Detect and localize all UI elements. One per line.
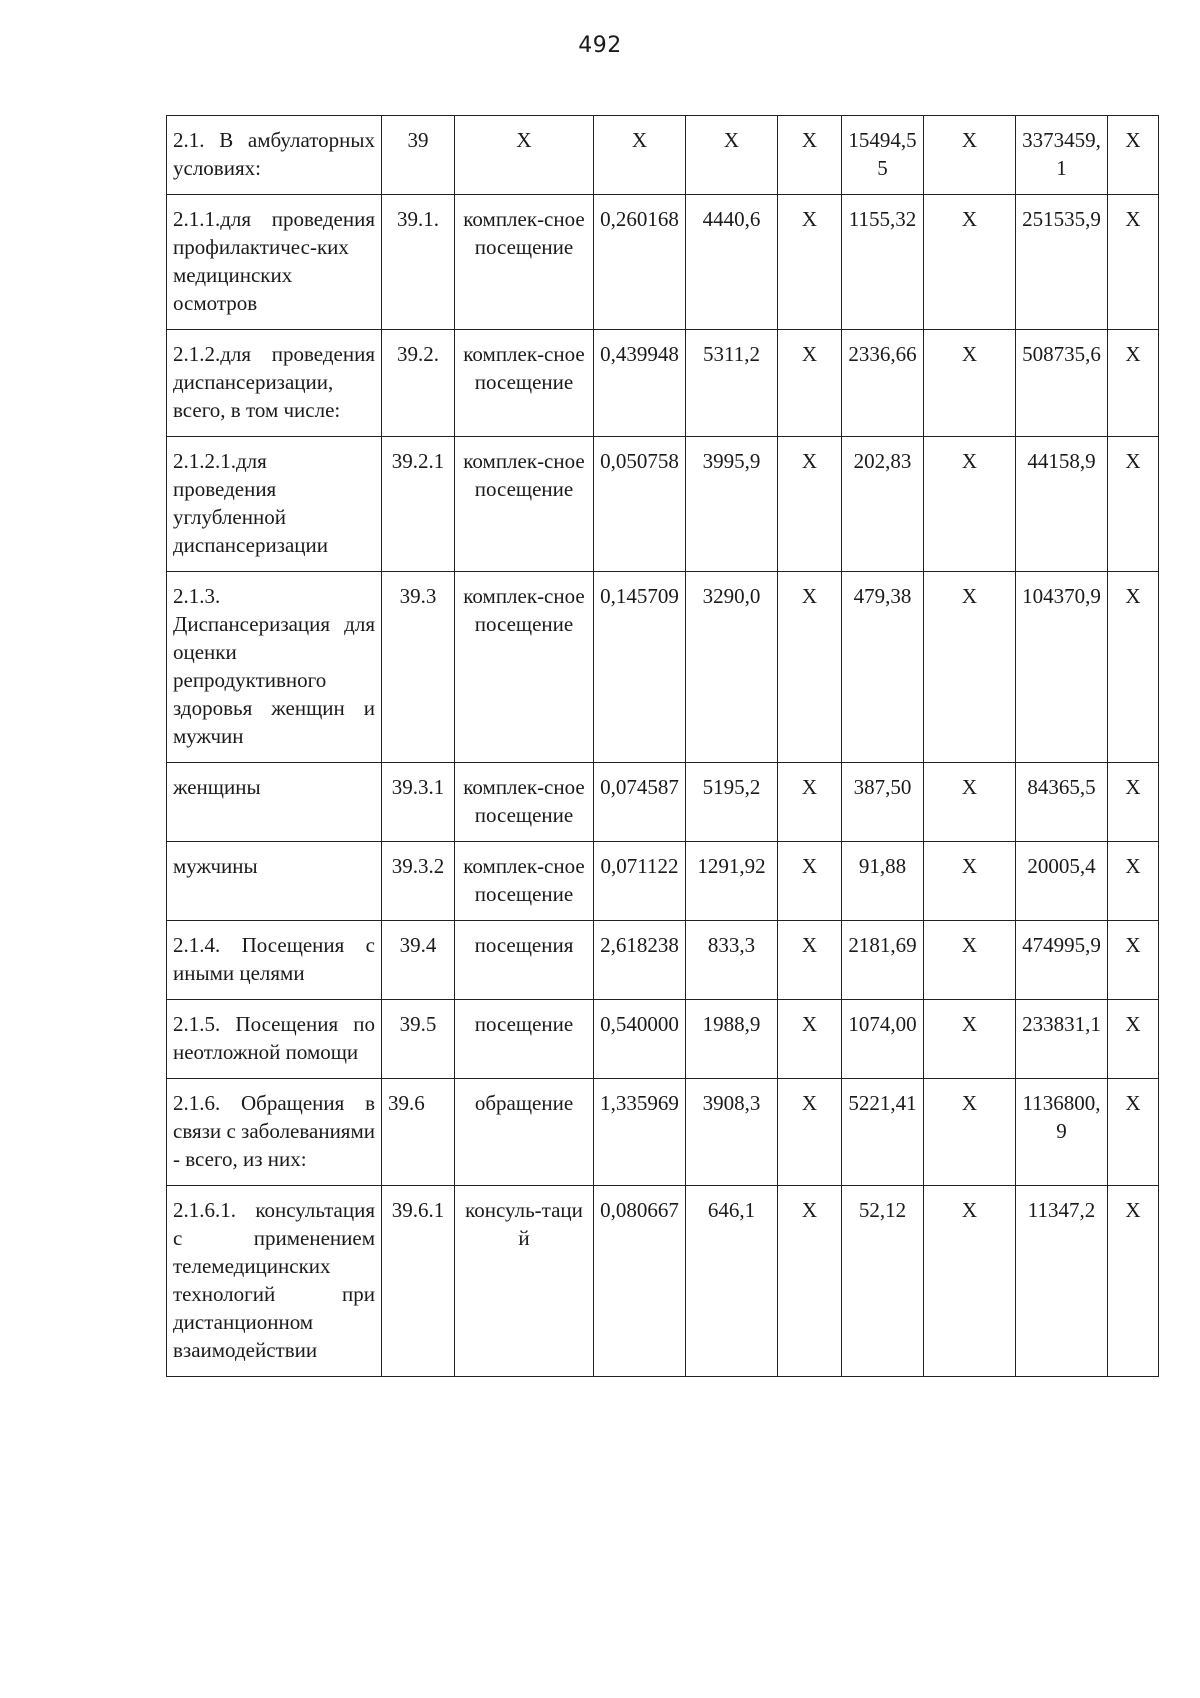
row-value-cell: 4440,6 <box>686 195 778 330</box>
table-row <box>167 437 1159 572</box>
row-value-cell: 5311,2 <box>686 330 778 437</box>
table-row <box>167 842 1159 921</box>
row-value-cell: Х <box>778 763 842 842</box>
row-unit-cell: комплек-сное посещение <box>455 195 594 330</box>
table-row <box>167 330 1159 437</box>
row-value-cell: Х <box>924 842 1016 921</box>
table-body <box>167 116 1159 1377</box>
table-row <box>167 195 1159 330</box>
row-name-cell: 2.1.4. Посещения с иными целями <box>167 921 382 1000</box>
row-value-cell: 2,618238 <box>594 921 686 1000</box>
row-value-cell: 15494,55 <box>842 116 924 195</box>
row-value-cell: 5221,41 <box>842 1079 924 1186</box>
row-unit-cell: комплек-сное посещение <box>455 842 594 921</box>
row-value-cell: Х <box>1108 437 1159 572</box>
row-unit-cell: консуль-таций <box>455 1186 594 1377</box>
row-value-cell: 2336,66 <box>842 330 924 437</box>
row-value-cell: Х <box>778 116 842 195</box>
row-value-cell: 0,439948 <box>594 330 686 437</box>
row-name-cell: 2.1.2.1.для проведения углубленной диспансеризации <box>167 437 382 572</box>
row-value-cell: 104370,9 <box>1016 572 1108 763</box>
row-value-cell: 0,074587 <box>594 763 686 842</box>
row-code-cell: 39.3 <box>382 572 455 763</box>
row-value-cell: Х <box>778 572 842 763</box>
row-code-cell: 39.2. <box>382 330 455 437</box>
row-value-cell: 0,080667 <box>594 1186 686 1377</box>
row-value-cell: 0,260168 <box>594 195 686 330</box>
row-name-cell: 2.1.5. Посещения по неотложной помощи <box>167 1000 382 1079</box>
row-value-cell: Х <box>686 116 778 195</box>
row-value-cell: Х <box>778 921 842 1000</box>
row-value-cell: 0,145709 <box>594 572 686 763</box>
row-value-cell: Х <box>778 1000 842 1079</box>
row-name-cell: 2.1. В амбулаторных условиях: <box>167 116 382 195</box>
row-code-cell: 39.4 <box>382 921 455 1000</box>
row-value-cell: 1155,32 <box>842 195 924 330</box>
row-value-cell: Х <box>1108 116 1159 195</box>
row-value-cell: Х <box>924 437 1016 572</box>
row-value-cell: 1,335969 <box>594 1079 686 1186</box>
row-unit-cell: посещение <box>455 1000 594 1079</box>
page-number: 492 <box>578 33 622 58</box>
row-code-cell: 39.3.1 <box>382 763 455 842</box>
row-value-cell: Х <box>778 842 842 921</box>
row-code-cell: 39.3.2 <box>382 842 455 921</box>
row-value-cell: Х <box>924 1079 1016 1186</box>
row-value-cell: Х <box>1108 763 1159 842</box>
row-value-cell: Х <box>594 116 686 195</box>
row-value-cell: Х <box>1108 330 1159 437</box>
row-name-cell: 2.1.1.для проведения профилактичес-ких медицинских осмотров <box>167 195 382 330</box>
row-name-cell: 2.1.6. Обращения в связи с заболеваниями - всего, из них: <box>167 1079 382 1186</box>
table-row <box>167 921 1159 1000</box>
row-value-cell: 0,071122 <box>594 842 686 921</box>
row-value-cell: 5195,2 <box>686 763 778 842</box>
row-unit-cell: комплек-сное посещение <box>455 437 594 572</box>
row-value-cell: 833,3 <box>686 921 778 1000</box>
row-value-cell: 1074,00 <box>842 1000 924 1079</box>
row-value-cell: 251535,9 <box>1016 195 1108 330</box>
row-value-cell: Х <box>1108 842 1159 921</box>
row-value-cell: 44158,9 <box>1016 437 1108 572</box>
row-value-cell: Х <box>924 1186 1016 1377</box>
row-value-cell: 474995,9 <box>1016 921 1108 1000</box>
row-name-cell: 2.1.6.1. консультация с применением телемедицинских технологий при дистанционном взаимодействии <box>167 1186 382 1377</box>
table-row <box>167 116 1159 195</box>
row-value-cell: 233831,1 <box>1016 1000 1108 1079</box>
row-value-cell: Х <box>778 330 842 437</box>
row-value-cell: 2181,69 <box>842 921 924 1000</box>
row-value-cell: Х <box>924 572 1016 763</box>
row-value-cell: Х <box>1108 1000 1159 1079</box>
row-value-cell: 479,38 <box>842 572 924 763</box>
row-name-cell: 2.1.3. Диспансеризация для оценки репродуктивного здоровья женщин и мужчин <box>167 572 382 763</box>
row-value-cell: Х <box>924 763 1016 842</box>
row-value-cell: 646,1 <box>686 1186 778 1377</box>
row-code-cell: 39.2.1 <box>382 437 455 572</box>
row-value-cell: 387,50 <box>842 763 924 842</box>
row-value-cell: Х <box>1108 1079 1159 1186</box>
row-value-cell: 91,88 <box>842 842 924 921</box>
row-unit-cell: комплек-сное посещение <box>455 763 594 842</box>
row-value-cell: Х <box>1108 195 1159 330</box>
row-value-cell: 1136800,9 <box>1016 1079 1108 1186</box>
row-value-cell: 1988,9 <box>686 1000 778 1079</box>
row-value-cell: Х <box>778 195 842 330</box>
row-value-cell: Х <box>778 1079 842 1186</box>
row-value-cell: Х <box>778 1186 842 1377</box>
row-value-cell: Х <box>1108 572 1159 763</box>
row-value-cell: 52,12 <box>842 1186 924 1377</box>
row-unit-cell: посещения <box>455 921 594 1000</box>
row-value-cell: Х <box>924 116 1016 195</box>
table-row <box>167 1186 1159 1377</box>
tariff-table <box>166 115 1159 1377</box>
row-value-cell: 0,540000 <box>594 1000 686 1079</box>
row-value-cell: Х <box>1108 1186 1159 1377</box>
row-code-cell: 39 <box>382 116 455 195</box>
row-value-cell: 3908,3 <box>686 1079 778 1186</box>
row-value-cell: 3995,9 <box>686 437 778 572</box>
row-value-cell: 20005,4 <box>1016 842 1108 921</box>
row-value-cell: 11347,2 <box>1016 1186 1108 1377</box>
table-row <box>167 1000 1159 1079</box>
row-unit-cell: комплек-сное посещение <box>455 572 594 763</box>
table-row <box>167 1079 1159 1186</box>
row-value-cell: Х <box>924 330 1016 437</box>
row-value-cell: 202,83 <box>842 437 924 572</box>
row-value-cell: 1291,92 <box>686 842 778 921</box>
row-value-cell: 508735,6 <box>1016 330 1108 437</box>
row-value-cell: Х <box>924 195 1016 330</box>
row-name-cell: мужчины <box>167 842 382 921</box>
table-row <box>167 572 1159 763</box>
row-unit-cell: Х <box>455 116 594 195</box>
row-code-cell: 39.6 <box>382 1079 455 1186</box>
row-name-cell: женщины <box>167 763 382 842</box>
table-row <box>167 763 1159 842</box>
row-value-cell: 3373459,1 <box>1016 116 1108 195</box>
row-code-cell: 39.1. <box>382 195 455 330</box>
row-unit-cell: комплек-сное посещение <box>455 330 594 437</box>
row-code-cell: 39.5 <box>382 1000 455 1079</box>
row-value-cell: 0,050758 <box>594 437 686 572</box>
row-value-cell: Х <box>778 437 842 572</box>
row-name-cell: 2.1.2.для проведения диспансеризации, всего, в том числе: <box>167 330 382 437</box>
row-value-cell: Х <box>1108 921 1159 1000</box>
row-code-cell: 39.6.1 <box>382 1186 455 1377</box>
row-value-cell: Х <box>924 1000 1016 1079</box>
row-value-cell: 3290,0 <box>686 572 778 763</box>
row-value-cell: Х <box>924 921 1016 1000</box>
row-unit-cell: обращение <box>455 1079 594 1186</box>
row-value-cell: 84365,5 <box>1016 763 1108 842</box>
